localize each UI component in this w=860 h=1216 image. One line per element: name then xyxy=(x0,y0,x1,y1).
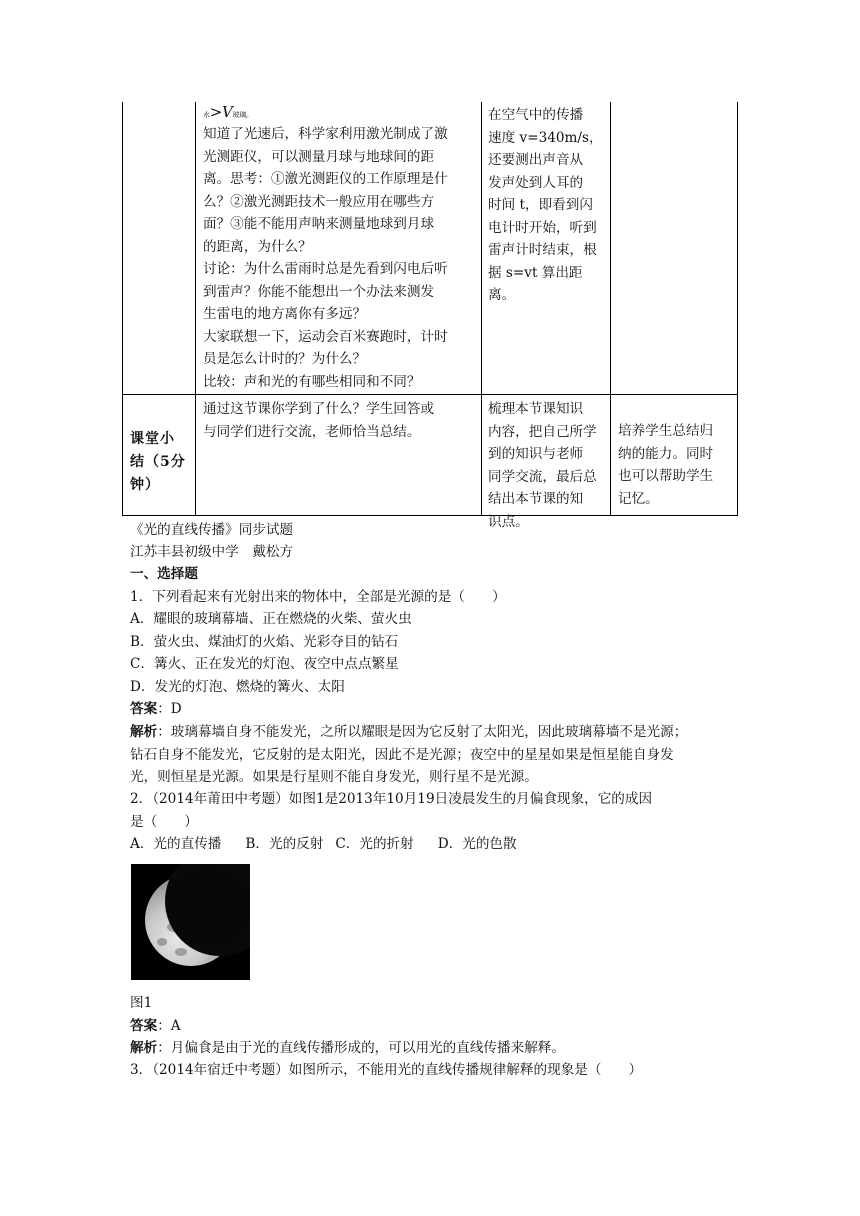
row1-student-line: 时间 t，即看到闪 xyxy=(488,197,593,213)
row1-content-cell xyxy=(203,104,479,393)
answer-label: 答案 xyxy=(130,701,158,717)
q2-option-b: B．光的反射 xyxy=(245,836,324,852)
q1-option-b: B．萤火虫、煤油灯的火焰、光彩夺目的钻石 xyxy=(130,634,399,650)
figure-caption: 图1 xyxy=(130,995,153,1011)
row1-content-line: 面？③能不能用声呐来测量地球到月球 xyxy=(203,216,435,232)
q2-option-a: A．光的直传播 xyxy=(130,836,222,852)
q2-analysis: 解析：月偏食是由于光的直线传播形成的，可以用光的直线传播来解释。 xyxy=(130,1040,565,1056)
summary-intent-line: 培养学生总结归 xyxy=(618,423,714,439)
row1-student-line: 据 s=vt 算出距 xyxy=(488,264,583,281)
summary-student-cell xyxy=(488,398,608,533)
row1-content-line: 的距离，为什么？ xyxy=(203,238,312,255)
summary-label-cell xyxy=(130,428,192,497)
answer-value: ：A xyxy=(157,1018,181,1034)
answer-value: ：D xyxy=(157,701,182,717)
q3-stem: 3．（2014年宿迁中考题）如图所示，不能用光的直线传播规律解释的现象是（ ） xyxy=(130,1062,643,1078)
summary-student-line: 同学交流，最后总 xyxy=(488,468,597,485)
lunar-eclipse-photo xyxy=(131,864,250,980)
section-heading: 一、选择题 xyxy=(130,566,198,582)
q1-option-d: D．发光的灯泡、燃烧的篝火、太阳 xyxy=(130,679,345,695)
summary-student-line: 结出本节课的知 xyxy=(488,491,584,507)
q1-analysis-line: 光，则恒星是光源。如果是行星则不能自身发光，则行星不是光源。 xyxy=(130,769,538,785)
q1-stem: 1．下列看起来有光射出来的物体中，全部是光源的是（ ） xyxy=(130,589,506,605)
table-row-divider xyxy=(122,394,738,395)
row1-content-line: 知道了光速后，科学家利用激光制成了激 xyxy=(203,126,448,142)
table-border-right xyxy=(737,102,738,516)
table-divider-1 xyxy=(195,102,196,516)
row1-content-line: 离。思考：①激光测距仪的工作原理是什 xyxy=(203,171,448,187)
summary-student-line: 识点。 xyxy=(488,513,529,530)
row1-content-line: 生雷电的地方离你有多远？ xyxy=(203,306,367,322)
table-border-left xyxy=(122,102,123,516)
summary-content-line: 与同学们进行交流，老师恰当总结。 xyxy=(203,423,421,440)
table-border-bottom xyxy=(122,515,738,516)
row1-student-line: 离。 xyxy=(488,287,516,303)
doc-title: 《光的直线传播》同步试题 xyxy=(130,522,294,538)
summary-content-line: 通过这节课你学到了什么？学生回答或 xyxy=(203,401,435,417)
row1-content-line: 光测距仪，可以测量月球与地球间的距 xyxy=(203,148,435,165)
summary-intent-cell xyxy=(618,420,736,510)
row1-student-cell xyxy=(488,104,608,307)
table-divider-2 xyxy=(481,102,482,516)
row1-student-line: 还要测出声音从 xyxy=(488,152,584,168)
summary-content-cell xyxy=(203,398,479,443)
row1-student-line: 速度 v=340m/s， xyxy=(488,129,603,146)
summary-label-line: 结（5分 xyxy=(130,454,186,470)
table-divider-3 xyxy=(610,102,611,516)
q1-answer xyxy=(130,698,730,721)
row1-content-line: 比较：声和光的有哪些相同和不同？ xyxy=(203,373,421,390)
q1-analysis-line: 解析：玻璃幕墙自身不能发光，之所以耀眼是因为它反射了太阳光，因此玻璃幕墙不是光源； xyxy=(130,724,688,740)
summary-label-line: 课堂小 xyxy=(130,431,175,447)
q1-option-a: A．耀眼的玻璃幕墙、正在燃烧的火柴、萤火虫 xyxy=(130,611,412,627)
q2-stem xyxy=(130,788,730,833)
q2-answer xyxy=(130,1015,730,1038)
summary-intent-line: 记忆。 xyxy=(618,490,659,507)
q2-stem-line: 2．（2014年莆田中考题）如图1是2013年10月19日凌晨发生的月偏食现象，它的成因 xyxy=(130,791,653,807)
row1-content-line: 大家联想一下，运动会百米赛跑时，计时 xyxy=(203,328,448,345)
q2-options xyxy=(130,833,730,856)
q2-stem-line: 是（ ） xyxy=(130,813,198,830)
summary-student-line: 梳理本节课知识 xyxy=(488,401,584,417)
row1-content-line: 员是怎么计时的？为什么？ xyxy=(203,351,367,367)
row1-student-line: 发声处到人耳的 xyxy=(488,174,584,191)
summary-student-line: 到的知识与老师 xyxy=(488,446,584,462)
row1-content-line: 到雷声？你能不能想出一个办法来测发 xyxy=(203,283,435,300)
row1-student-line: 雷声计时结束，根 xyxy=(488,242,597,258)
row1-content-line: 讨论：为什么雷雨时总是先看到闪电后听 xyxy=(203,261,448,277)
summary-intent-line: 纳的能力。同时 xyxy=(618,445,714,462)
row1-student-line: 电计时开始，听到 xyxy=(488,219,597,236)
row1-student-line: 在空气中的传播 xyxy=(488,107,584,123)
q1-analysis-line: 钻石自身不能发光，它反射的是太阳光，因此不是光源；夜空中的星星如果是恒星能自身发 xyxy=(130,746,674,763)
analysis-label: 解析 xyxy=(130,724,158,740)
q2-option-c: C．光的折射 xyxy=(335,836,414,852)
summary-label-line: 钟） xyxy=(130,477,160,493)
answer-label: 答案 xyxy=(130,1018,158,1034)
doc-author: 江苏丰县初级中学 戴松方 xyxy=(130,544,294,560)
speed-comparison-fragment: 水>V玻璃。 xyxy=(203,103,253,121)
q1-option-c: C．篝火、正在发光的灯泡、夜空中点点繁星 xyxy=(130,656,399,672)
q2-option-d: D．光的色散 xyxy=(437,836,517,852)
summary-student-line: 内容，把自己所学 xyxy=(488,423,597,440)
analysis-label: 解析 xyxy=(130,1040,158,1056)
summary-intent-line: 也可以帮助学生 xyxy=(618,468,714,484)
q1-analysis xyxy=(130,721,730,789)
row1-content-line: 么？②激光测距技术一般应用在哪些方 xyxy=(203,193,435,210)
